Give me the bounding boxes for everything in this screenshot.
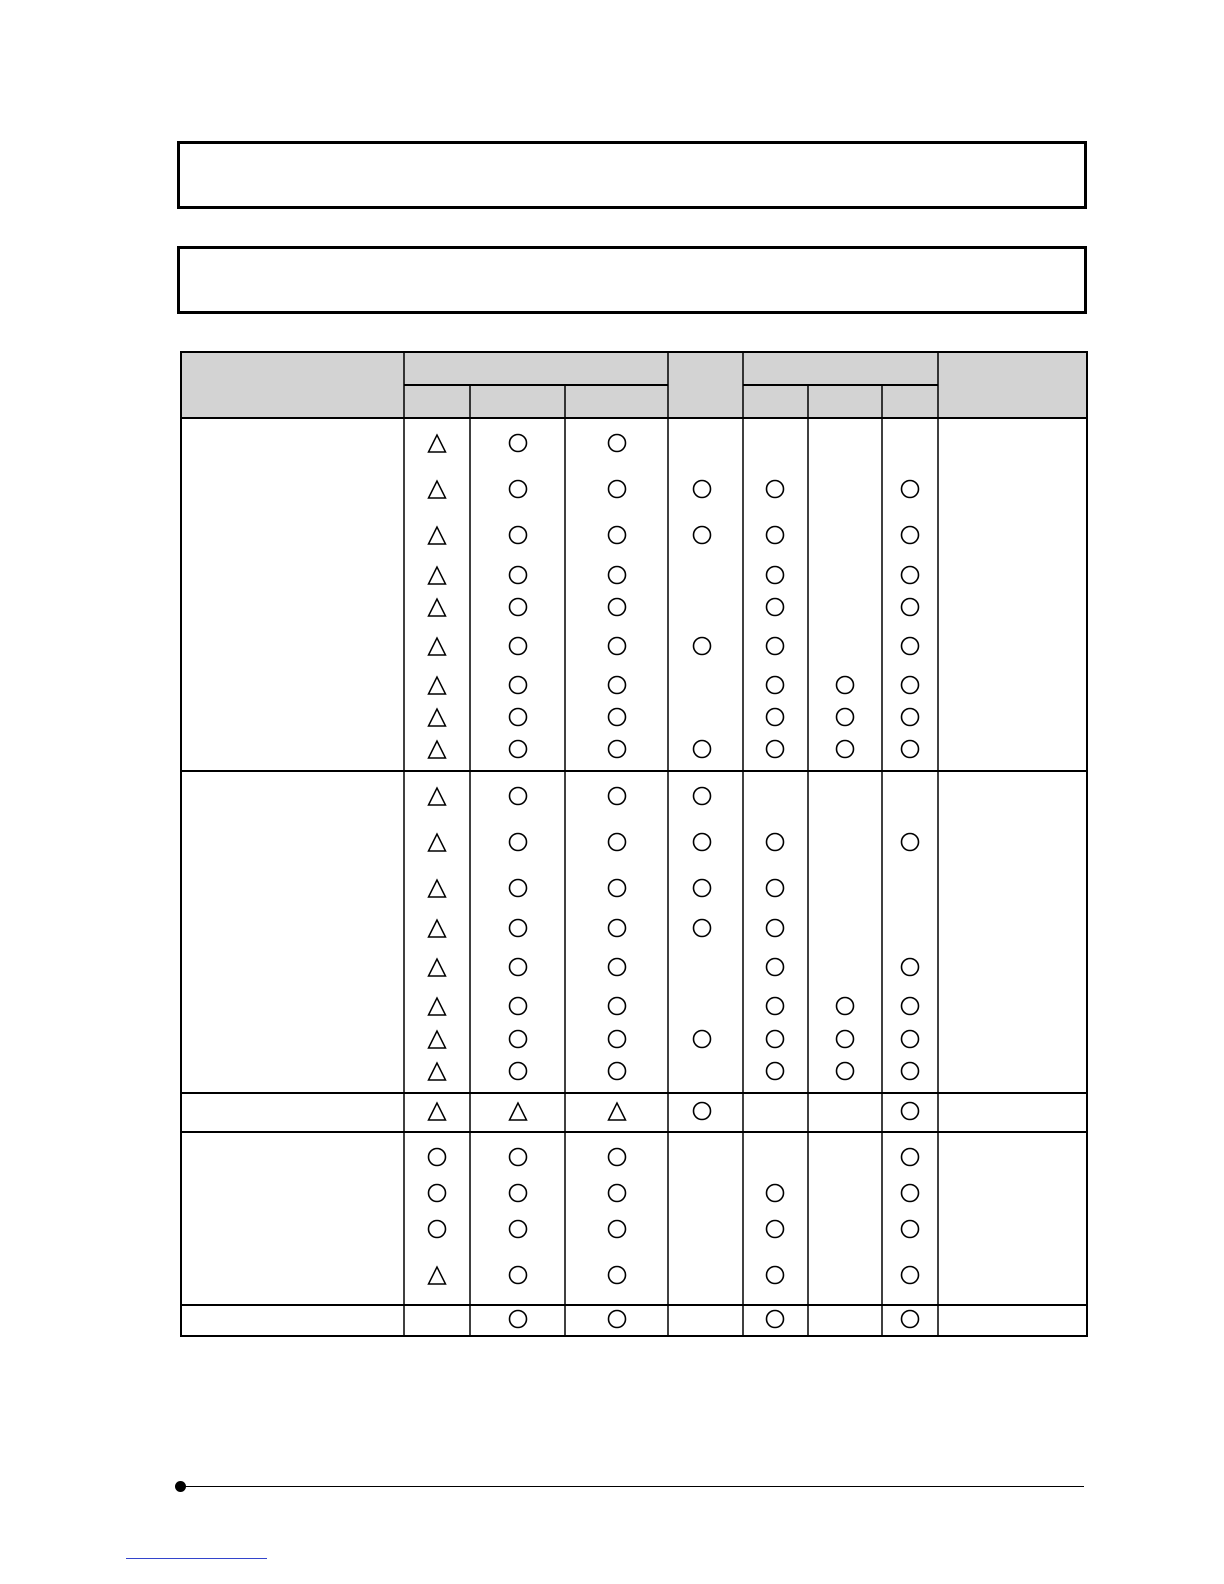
circle-mark <box>609 880 626 897</box>
circle-mark <box>510 709 527 726</box>
circle-mark <box>510 677 527 694</box>
footer-rule <box>186 1486 1084 1487</box>
circle-mark <box>510 1185 527 1202</box>
circle-mark <box>510 1031 527 1048</box>
circle-mark <box>767 1063 784 1080</box>
triangle-mark <box>429 1267 446 1284</box>
circle-mark <box>902 1311 919 1328</box>
circle-mark <box>510 435 527 452</box>
circle-mark <box>609 1063 626 1080</box>
circle-mark <box>429 1221 446 1238</box>
triangle-mark <box>429 677 446 694</box>
circle-mark <box>767 998 784 1015</box>
circle-mark <box>767 638 784 655</box>
triangle-mark <box>429 435 446 452</box>
circle-mark <box>902 1149 919 1166</box>
circle-mark <box>609 1149 626 1166</box>
circle-mark <box>609 1267 626 1284</box>
circle-mark <box>837 1031 854 1048</box>
circle-mark <box>510 788 527 805</box>
circle-mark <box>609 834 626 851</box>
circle-mark <box>694 920 711 937</box>
triangle-mark <box>429 834 446 851</box>
circle-mark <box>767 567 784 584</box>
circle-mark <box>694 741 711 758</box>
circle-mark <box>767 880 784 897</box>
circle-mark <box>510 1221 527 1238</box>
circle-mark <box>767 834 784 851</box>
triangle-mark <box>429 1063 446 1080</box>
circle-mark <box>510 567 527 584</box>
circle-mark <box>902 527 919 544</box>
circle-mark <box>609 920 626 937</box>
circle-mark <box>767 920 784 937</box>
circle-mark <box>902 1185 919 1202</box>
circle-mark <box>510 481 527 498</box>
circle-mark <box>902 677 919 694</box>
circle-mark <box>694 481 711 498</box>
circle-mark <box>902 599 919 616</box>
circle-mark <box>902 959 919 976</box>
triangle-mark <box>429 1103 446 1120</box>
triangle-mark <box>429 599 446 616</box>
circle-mark <box>510 959 527 976</box>
circle-mark <box>902 709 919 726</box>
circle-mark <box>837 709 854 726</box>
circle-mark <box>510 638 527 655</box>
circle-mark <box>902 1063 919 1080</box>
circle-mark <box>609 1185 626 1202</box>
triangle-mark <box>429 709 446 726</box>
circle-mark <box>694 638 711 655</box>
circle-mark <box>510 920 527 937</box>
circle-mark <box>609 527 626 544</box>
circle-mark <box>609 788 626 805</box>
triangle-mark <box>429 959 446 976</box>
circle-mark <box>609 1221 626 1238</box>
circle-mark <box>609 567 626 584</box>
table-frame <box>181 352 1087 1336</box>
circle-mark <box>694 834 711 851</box>
triangle-mark <box>429 481 446 498</box>
circle-mark <box>609 709 626 726</box>
circle-mark <box>429 1185 446 1202</box>
circle-mark <box>510 1267 527 1284</box>
triangle-mark <box>429 880 446 897</box>
circle-mark <box>694 1031 711 1048</box>
circle-mark <box>767 481 784 498</box>
circle-mark <box>694 527 711 544</box>
circle-mark <box>902 481 919 498</box>
circle-mark <box>609 1031 626 1048</box>
circle-mark <box>902 1031 919 1048</box>
circle-mark <box>510 527 527 544</box>
circle-mark <box>694 1103 711 1120</box>
circle-mark <box>510 834 527 851</box>
circle-mark <box>767 1267 784 1284</box>
circle-mark <box>694 788 711 805</box>
triangle-mark <box>429 998 446 1015</box>
circle-mark <box>837 998 854 1015</box>
circle-mark <box>510 880 527 897</box>
circle-mark <box>837 677 854 694</box>
circle-mark <box>767 1185 784 1202</box>
circle-mark <box>902 1267 919 1284</box>
triangle-mark <box>429 527 446 544</box>
triangle-mark <box>429 638 446 655</box>
circle-mark <box>510 998 527 1015</box>
circle-mark <box>609 599 626 616</box>
circle-mark <box>609 741 626 758</box>
circle-mark <box>837 1063 854 1080</box>
circle-mark <box>767 1311 784 1328</box>
circle-mark <box>510 1149 527 1166</box>
circle-mark <box>902 1221 919 1238</box>
triangle-mark <box>429 567 446 584</box>
circle-mark <box>767 1031 784 1048</box>
circle-mark <box>902 834 919 851</box>
circle-mark <box>767 677 784 694</box>
footer-link-underline[interactable] <box>126 1558 267 1559</box>
circle-mark <box>510 599 527 616</box>
circle-mark <box>609 638 626 655</box>
circle-mark <box>767 741 784 758</box>
triangle-mark <box>429 788 446 805</box>
circle-mark <box>837 741 854 758</box>
circle-mark <box>902 567 919 584</box>
circle-mark <box>609 481 626 498</box>
circle-mark <box>510 741 527 758</box>
circle-mark <box>429 1149 446 1166</box>
circle-mark <box>767 527 784 544</box>
circle-mark <box>609 1311 626 1328</box>
footer-bullet <box>175 1481 186 1492</box>
circle-mark <box>902 741 919 758</box>
circle-mark <box>609 959 626 976</box>
triangle-mark <box>429 1031 446 1048</box>
circle-mark <box>510 1311 527 1328</box>
circle-mark <box>767 709 784 726</box>
triangle-mark <box>510 1103 527 1120</box>
triangle-mark <box>429 920 446 937</box>
circle-mark <box>609 998 626 1015</box>
circle-mark <box>609 435 626 452</box>
triangle-mark <box>429 741 446 758</box>
circle-mark <box>767 959 784 976</box>
circle-mark <box>694 880 711 897</box>
circle-mark <box>767 599 784 616</box>
circle-mark <box>902 638 919 655</box>
circle-mark <box>609 677 626 694</box>
circle-mark <box>902 998 919 1015</box>
triangle-mark <box>609 1103 626 1120</box>
circle-mark <box>902 1103 919 1120</box>
circle-mark <box>767 1221 784 1238</box>
circle-mark <box>510 1063 527 1080</box>
